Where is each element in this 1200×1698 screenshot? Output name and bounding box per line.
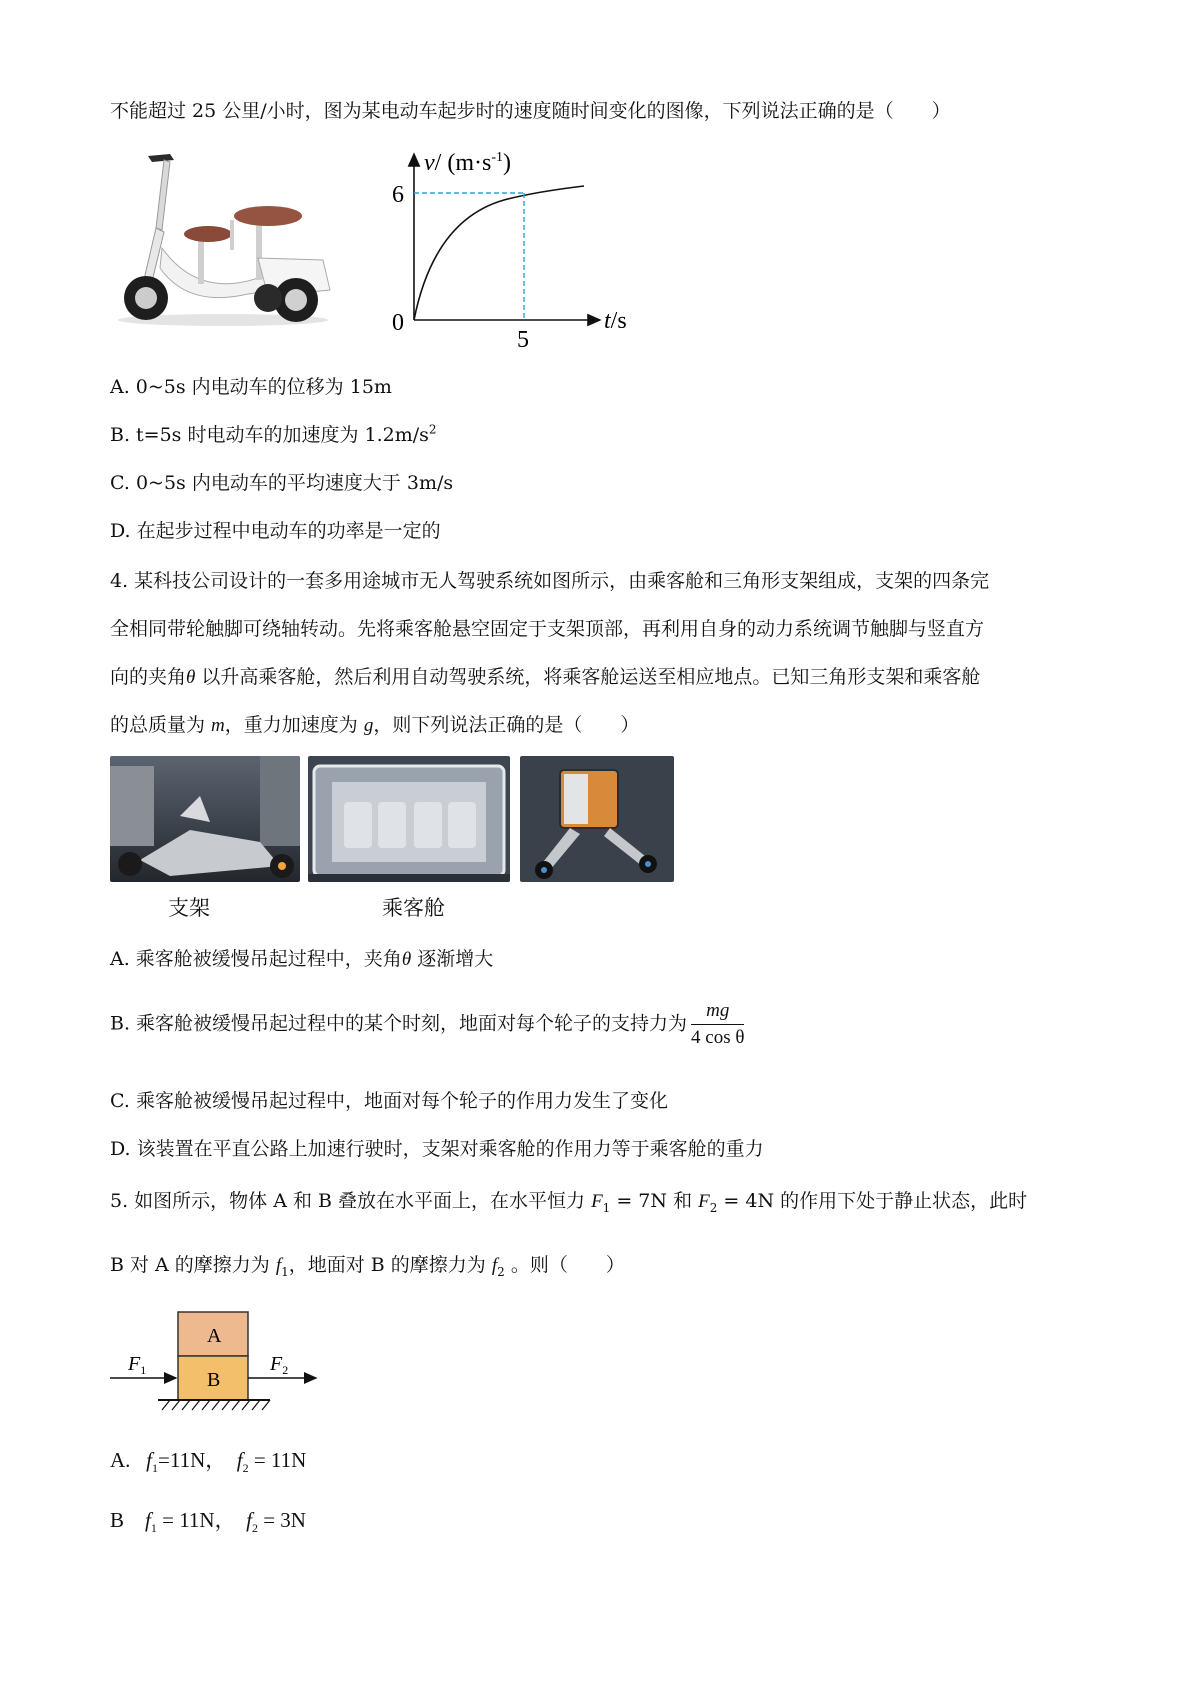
- velocity-curve: [414, 186, 584, 320]
- q3-option-c: C. 0~5s 内电动车的平均速度大于 3m/s: [110, 472, 454, 494]
- force-f1-label: $F_1$: [128, 1353, 147, 1377]
- q4-stem-line4: 的总质量为 m，重力加速度为 g，则下列说法正确的是（ ）: [110, 714, 640, 736]
- q4-stem-line1: 4. 某科技公司设计的一套多用途城市无人驾驶系统如图所示，由乘客舱和三角形支架组成，支架的四条完: [110, 570, 990, 592]
- block-b-label: B: [207, 1369, 221, 1391]
- cabin-photo: [308, 756, 510, 882]
- q5-stem-line2: B 对 A 的摩擦力为 $f_1$，地面对 B 的摩擦力为 $f_2$ 。则（ ）: [110, 1254, 625, 1279]
- y-tick-6: 6: [392, 182, 404, 208]
- q3-stem: 不能超过 25 公里/小时，图为某电动车起步时的速度随时间变化的图像，下列说法正确的是（ ）: [110, 100, 951, 122]
- q4-option-a: A. 乘客舱被缓慢吊起过程中，夹角θ 逐渐增大: [110, 948, 494, 970]
- q3-option-b: B. t=5s 时电动车的加速度为 $1.2m/s^2$: [110, 422, 437, 446]
- q5-option-a: A. $f_1=11N$， $f_2 = 11N$: [110, 1448, 307, 1476]
- origin-label: 0: [392, 310, 404, 336]
- block-diagram: [106, 1304, 326, 1414]
- q3-option-d: D. 在起步过程中电动车的功率是一定的: [110, 520, 441, 542]
- q3-option-a: A. 0~5s 内电动车的位移为 15m: [110, 376, 392, 398]
- velocity-time-graph: [384, 140, 644, 350]
- force-f2-label: $F_2$: [270, 1353, 289, 1377]
- support-force-fraction: $\frac{mg}{\text{4 cos θ}}$: [691, 1000, 745, 1048]
- x-tick-5: 5: [517, 327, 529, 350]
- q5-stem-line1: 5. 如图所示，物体 A 和 B 叠放在水平面上，在水平恒力 $F_1 = 7N$ 和 $F_2 = 4N$ 的作用下处于静止状态，此时: [110, 1190, 1028, 1215]
- q5-option-b: B $f_1 = 11N$， $f_2 = 3N$: [110, 1508, 306, 1536]
- block-a-label: A: [207, 1325, 222, 1347]
- x-axis-label: t/s: [604, 308, 627, 334]
- scooter-picture: [108, 148, 338, 328]
- frame-photo: [110, 756, 300, 882]
- q4-stem-line2: 全相同带轮触脚可绕轴转动。先将乘客舱悬空固定于支架顶部，再利用自身的动力系统调节触脚与竖直方: [110, 618, 985, 640]
- q4-option-b: B. 乘客舱被缓慢吊起过程中的某个时刻，地面对每个轮子的支持力为 $\frac{mg}{\text{4 cos θ}}$: [110, 1000, 745, 1048]
- caption-cabin: 乘客舱: [382, 896, 445, 920]
- y-axis-label: v/ $(m\cdot s^{-1})$: [424, 150, 511, 176]
- assembled-photo: [520, 756, 674, 882]
- q4-option-c: C. 乘客舱被缓慢吊起过程中，地面对每个轮子的作用力发生了变化: [110, 1090, 668, 1112]
- q4-option-d: D. 该装置在平直公路上加速行驶时，支架对乘客舱的作用力等于乘客舱的重力: [110, 1138, 764, 1160]
- ground-hatch: [162, 1400, 270, 1410]
- caption-frame: 支架: [168, 896, 210, 920]
- q4-stem-line3: 向的夹角θ 以升高乘客舱，然后利用自动驾驶系统，将乘客舱运送至相应地点。已知三角形支架和乘客舱: [110, 666, 981, 688]
